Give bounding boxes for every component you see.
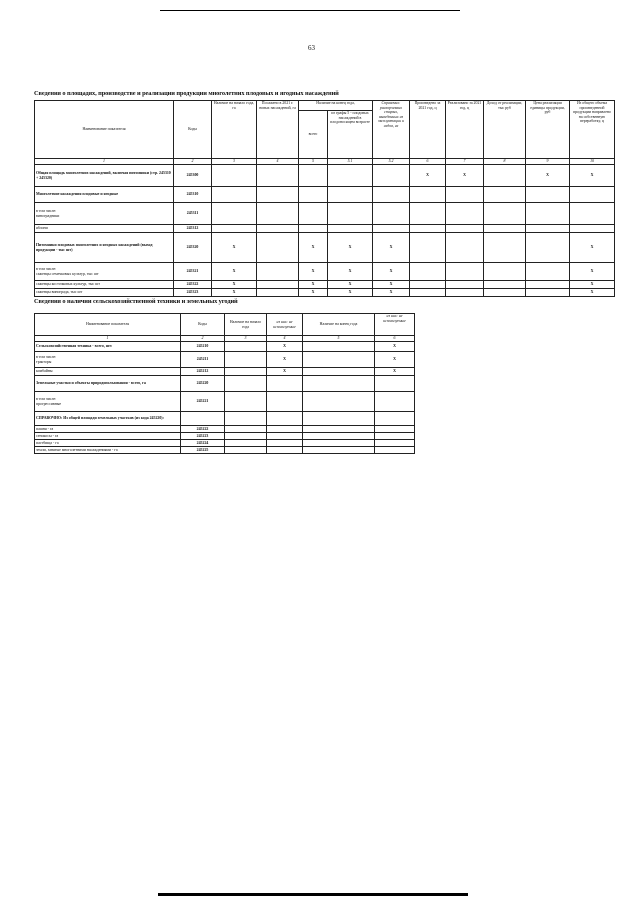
cell-value: X [570,281,615,289]
column-number: 1 [35,336,181,342]
cell-value [257,187,299,203]
row-label: пашня - га [35,426,181,433]
cell-value: X [373,289,410,297]
header-sold: Реализовано за 2021 год, ц [446,101,484,159]
row-label: Многолетние насаждения плодовые и ягодные [35,187,174,203]
table-row [35,187,615,203]
cell-value [373,203,410,225]
cell-value: X [373,281,410,289]
cell-value [257,225,299,233]
column-number: 5 [299,159,328,165]
cell-value [328,203,373,225]
row-code: 245222 [181,426,225,433]
row-label: Сельскохозяйственная техника - всего, шт: [35,342,181,352]
table-row [35,225,615,233]
scan-mark-bottom [158,893,468,896]
cell-value: X [328,233,373,263]
cell-value [212,187,257,203]
header-start: Наличие на начало года, га [212,101,257,159]
row-code: 245224 [181,440,225,447]
cell-value: X [212,263,257,281]
cell-value: X [375,342,415,352]
cell-value: X [526,165,570,187]
row-code: 245212 [181,368,225,376]
cell-value [303,368,375,376]
cell-value [446,225,484,233]
row-label: Земельные участки и объекты природопользования - всего, га [35,376,181,392]
table-row [35,263,615,281]
cell-value [375,412,415,426]
cell-value: X [212,233,257,263]
cell-value [212,203,257,225]
row-label: пастбища - га [35,440,181,447]
cell-value [225,376,267,392]
column-number: 5.1 [328,159,373,165]
cell-value: X [375,352,415,368]
row-code: 245223 [181,433,225,440]
cell-value [375,392,415,412]
cell-value [299,203,328,225]
header-total: всего [299,111,328,159]
cell-value [225,412,267,426]
cell-value [484,233,526,263]
cell-value [303,376,375,392]
table-row [35,281,615,289]
table-row [35,368,415,376]
row-code: 245312 [174,225,212,233]
cell-value [373,225,410,233]
cell-value [257,289,299,297]
table-row [35,376,415,392]
cell-value: X [570,165,615,187]
header2-name: Наименование показателя [35,314,181,336]
cell-value [212,225,257,233]
row-label: Общая площадь многолетних насаждений, включая питомники (стр. 245310 + 245320) [35,165,174,187]
row-label: сенокосы - га [35,433,181,440]
cell-value [257,263,299,281]
cell-value: X [410,165,446,187]
cell-value [267,433,303,440]
header-planted: Посажено в 2021 г. новых насаждений, га [257,101,299,159]
section1-title: Сведения о площадях, производстве и реализации продукции многолетних плодовых и ягодных насаждений [34,90,339,97]
table-row [35,392,415,412]
header-end: Наличие на конец года, [299,101,373,111]
row-label: саженцы винограда, тыс шт [35,289,174,297]
table-row [35,412,415,426]
column-number: 1 [35,159,174,165]
cell-value: X [299,233,328,263]
cell-value [410,281,446,289]
cell-value [267,426,303,433]
cell-value [446,187,484,203]
cell-value [303,433,375,440]
row-label: в том числе: виноградники [35,203,174,225]
cell-value [375,376,415,392]
cell-value [299,165,328,187]
header-processed: Из общего объема произведенной продукции направлено на собственную переработку, ц [570,101,615,159]
cell-value [526,263,570,281]
header2-code: Коды [181,314,225,336]
table-row [35,233,615,263]
cell-value: X [328,289,373,297]
row-label: яблони [35,225,174,233]
cell-value [375,440,415,447]
section2-title: Сведения о наличии сельскохозяйственной техники и земельных угодий [34,298,238,305]
cell-value [446,233,484,263]
table-row [35,447,415,454]
cell-value [526,187,570,203]
cell-value [375,433,415,440]
cell-value [303,447,375,454]
cell-value [526,289,570,297]
header-fruiting: из графы 5 - плодовых насаждений в плодоносящем возрасте [328,111,373,159]
row-code: 245220 [181,376,225,392]
cell-value [410,225,446,233]
cell-value: X [375,368,415,376]
column-number: 9 [526,159,570,165]
cell-value [225,447,267,454]
plantings-table [34,100,615,297]
cell-value [446,289,484,297]
column-number: 4 [257,159,299,165]
cell-value [257,165,299,187]
cell-value [257,203,299,225]
cell-value: X [570,263,615,281]
cell-value [328,225,373,233]
cell-value: X [570,233,615,263]
header2-start: Наличие на начало года [225,314,267,336]
row-code [181,412,225,426]
cell-value [267,392,303,412]
column-number: 5 [303,336,375,342]
row-code: 245322 [174,281,212,289]
cell-value: X [212,281,257,289]
cell-value [267,376,303,392]
cell-value [303,440,375,447]
cell-value: X [267,368,303,376]
table-row [35,433,415,440]
cell-value: X [373,263,410,281]
cell-value: X [299,263,328,281]
cell-value: X [267,342,303,352]
column-number: 2 [181,336,225,342]
cell-value [375,447,415,454]
row-label: СПРАВОЧНО: Из общей площади земельных участков (из кода 245220): [35,412,181,426]
row-label: в том числе: прогрессивные [35,392,181,412]
cell-value [484,225,526,233]
cell-value [299,225,328,233]
row-code: 245321 [174,263,212,281]
row-code: 245221 [181,392,225,412]
cell-value [303,426,375,433]
row-code: 245300 [174,165,212,187]
header-code: Коды [174,101,212,159]
column-number: 5.2 [373,159,410,165]
cell-value: X [373,233,410,263]
header-price: Цена реализации единицы продукции, руб [526,101,570,159]
row-label: в том числе: саженцы семечковых культур, тыс шт [35,263,174,281]
column-number: 7 [446,159,484,165]
cell-value [225,352,267,368]
cell-value [526,281,570,289]
cell-value: X [328,263,373,281]
row-code: 245323 [174,289,212,297]
header-produced: Произведено за 2021 год, ц [410,101,446,159]
cell-value: X [299,289,328,297]
scan-mark-top [160,10,460,11]
cell-value [299,187,328,203]
header-reference: Справочно: раскорчевано старых, выведенных из эксплуатации и садов, га [373,101,410,159]
cell-value [257,281,299,289]
cell-value [484,263,526,281]
cell-value [446,203,484,225]
table-row [35,165,615,187]
header2-unused-start: из них: не используемые [267,314,303,336]
table-row [35,426,415,433]
row-label: саженцы косточковых культур, тыс шт [35,281,174,289]
table-row [35,440,415,447]
row-label: в том числе: тракторы [35,352,181,368]
cell-value [410,203,446,225]
row-code: 245211 [181,352,225,368]
column-number: 6 [410,159,446,165]
cell-value [446,263,484,281]
cell-value [328,165,373,187]
column-number: 3 [225,336,267,342]
cell-value [484,289,526,297]
cell-value: X [328,281,373,289]
row-label: земли, занятые многолетними насаждениями - га [35,447,181,454]
row-label: Питомники плодовых многолетних и ягодных насаждений (выход продукции - тыс шт) [35,233,174,263]
cell-value [484,203,526,225]
row-code: 245320 [174,233,212,263]
header2-end: Наличие на конец года [303,314,375,336]
cell-value [526,225,570,233]
cell-value [373,187,410,203]
row-code: 245210 [181,342,225,352]
cell-value [410,187,446,203]
cell-value [225,433,267,440]
row-code: 245310 [174,187,212,203]
column-number: 2 [174,159,212,165]
cell-value [225,392,267,412]
cell-value [303,342,375,352]
column-number: 10 [570,159,615,165]
cell-value [446,281,484,289]
cell-value [267,412,303,426]
cell-value [225,426,267,433]
cell-value [303,352,375,368]
cell-value [410,233,446,263]
cell-value [410,263,446,281]
cell-value [570,225,615,233]
row-code: 245311 [174,203,212,225]
cell-value [484,281,526,289]
cell-value [225,368,267,376]
cell-value [267,447,303,454]
header2-unused-end: из них: не используемые [375,314,415,336]
cell-value [257,233,299,263]
cell-value: X [446,165,484,187]
page-number: 63 [308,44,315,52]
cell-value [328,187,373,203]
row-code: 245225 [181,447,225,454]
cell-value [484,187,526,203]
table-row [35,352,415,368]
header-name: Наименование показателя [35,101,174,159]
column-number: 3 [212,159,257,165]
row-label: комбайны [35,368,181,376]
column-number: 8 [484,159,526,165]
cell-value [375,426,415,433]
cell-value: X [267,352,303,368]
cell-value [570,203,615,225]
header-income: Доход от реализации, тыс руб [484,101,526,159]
cell-value [303,412,375,426]
cell-value: X [299,281,328,289]
cell-value [526,203,570,225]
cell-value: X [570,289,615,297]
column-number: 6 [375,336,415,342]
column-number: 4 [267,336,303,342]
cell-value [212,165,257,187]
cell-value [267,440,303,447]
table-row [35,342,415,352]
cell-value [484,165,526,187]
cell-value [303,392,375,412]
cell-value [225,342,267,352]
cell-value [570,187,615,203]
table-row [35,203,615,225]
cell-value: X [212,289,257,297]
cell-value [225,440,267,447]
cell-value [410,289,446,297]
equipment-land-table [34,313,415,454]
table-row [35,289,615,297]
cell-value [373,165,410,187]
cell-value [526,233,570,263]
